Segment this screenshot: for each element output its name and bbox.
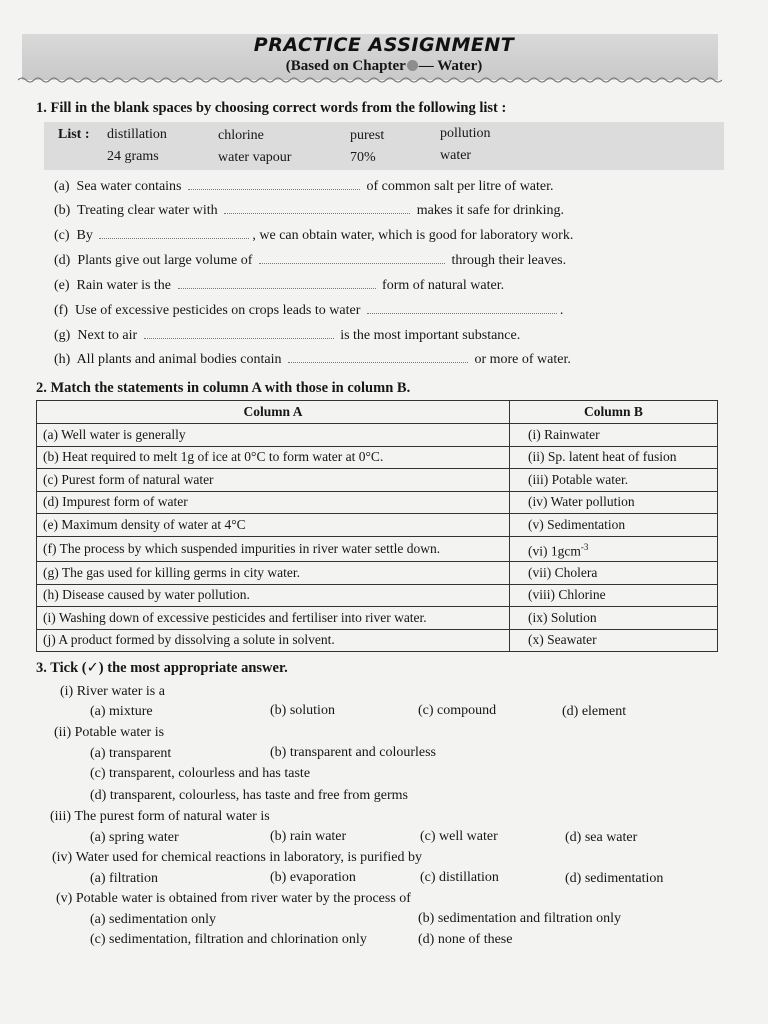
fill-blank-item: (h) All plants and animal bodies contain or more of water. [54,352,571,367]
column-b-cell: (x) Seawater [510,629,718,652]
mcq-option[interactable]: (d) sedimentation [565,871,664,886]
column-a-header: Column A [37,401,510,424]
word-list-item: 24 grams [107,149,159,164]
mcq-option[interactable]: (a) spring water [90,830,179,845]
mcq-option[interactable]: (a) transparent [90,746,172,761]
mcq-option[interactable]: (b) sedimentation and filtration only [418,911,621,926]
column-b-cell: (vii) Cholera [510,562,718,585]
column-b-cell: (ix) Solution [510,607,718,630]
column-b-cell: (i) Rainwater [510,424,718,447]
fill-blank-item: (d) Plants give out large volume of through their leaves. [54,253,567,268]
fill-blank-item: (a) Sea water contains of common salt per litre of water. [54,179,554,194]
column-a-cell: (h) Disease caused by water pollution. [37,584,510,607]
fill-blank-item: (b) Treating clear water with makes it safe for drinking. [54,203,565,218]
column-b-cell: (v) Sedimentation [510,514,718,537]
tick-icon: ✓ [86,660,99,676]
table-row [37,562,718,585]
mcq-option[interactable]: (a) mixture [90,704,153,719]
word-list-item: purest [350,128,385,143]
subtitle-suffix: — Water) [418,58,483,74]
column-b-cell: (viii) Chlorine [510,584,718,607]
word-list-item: chlorine [218,128,264,143]
column-a-cell: (e) Maximum density of water at 4°C [37,514,510,537]
q3-heading: 3. Tick (✓) the most appropriate answer. [36,660,288,676]
mcq-question: (i) River water is a [60,684,165,699]
column-a-cell: (d) Impurest form of water [37,491,510,514]
mcq-option[interactable]: (b) rain water [270,829,347,844]
blank-line[interactable] [188,188,360,190]
table-row [37,584,718,607]
word-list-item: distillation [107,127,167,142]
table-row [37,629,718,652]
word-list-label: List : [58,127,90,142]
fill-blank-item: (e) Rain water is the form of natural water. [54,278,505,293]
table-row [37,536,718,562]
mcq-option[interactable]: (b) transparent and colourless [270,745,436,760]
column-b-header: Column B [510,401,718,424]
table-row [37,469,718,492]
word-list-item: water vapour [218,150,292,165]
match-table [36,400,718,652]
mcq-option[interactable]: (a) sedimentation only [90,912,216,927]
mcq-option[interactable]: (d) sea water [565,830,638,845]
mcq-option[interactable]: (c) distillation [420,870,499,885]
column-a-cell: (j) A product formed by dissolving a solute in solvent. [37,629,510,652]
column-b-cell: (iv) Water pollution [510,491,718,514]
column-a-cell: (a) Well water is generally [37,424,510,447]
mcq-option[interactable]: (b) evaporation [270,870,356,885]
table-row [37,424,718,447]
blank-line[interactable] [224,212,410,214]
unit-superscript: -3 [580,541,589,552]
fill-blank-item: (f) Use of excessive pesticides on crops leads to water . [54,303,564,318]
subtitle-prefix: (Based on Chapter [285,58,406,74]
blank-line[interactable] [367,312,557,314]
table-row [37,607,718,630]
mcq-option[interactable]: (c) compound [418,703,497,718]
blank-line[interactable] [144,337,334,339]
table-row [37,446,718,469]
mcq-option[interactable]: (d) transparent, colourless, has taste and free from germs [90,788,408,803]
mcq-question: (ii) Potable water is [54,725,165,740]
mcq-option[interactable]: (d) none of these [418,932,513,947]
table-row [37,514,718,537]
column-a-cell: (i) Washing down of excessive pesticides and fertiliser into river water. [37,607,510,630]
mcq-option[interactable]: (a) filtration [90,871,159,886]
column-a-cell: (b) Heat required to melt 1g of ice at 0°C to form water at 0°C. [37,446,510,469]
page-title: PRACTICE ASSIGNMENT [253,34,515,56]
table-row [37,491,718,514]
blank-line[interactable] [259,262,445,264]
word-list-item: pollution [440,126,491,141]
fill-blank-item: (g) Next to air is the most important substance. [54,328,521,343]
mcq-option[interactable]: (c) sedimentation, filtration and chlorination only [90,932,367,947]
fill-blank-item: (c) By , we can obtain water, which is good for laboratory work. [54,228,574,243]
blank-line[interactable] [178,287,376,289]
word-list-item: water [440,148,472,163]
word-list-item: 70% [350,150,376,165]
column-a-cell: (g) The gas used for killing germs in city water. [37,562,510,585]
column-b-cell: (iii) Potable water. [510,469,718,492]
column-a-cell: (f) The process by which suspended impurities in river water settle down. [37,536,510,562]
chapter-number-dot [407,60,418,71]
blank-line[interactable] [99,237,249,239]
mcq-option[interactable]: (d) element [562,704,627,719]
mcq-question: (iii) The purest form of natural water is [50,809,270,824]
column-b-cell: (vi) 1gcm$^{-3}$ [510,536,718,562]
mcq-question: (iv) Water used for chemical reactions in laboratory, is purified by [52,850,422,865]
blank-line[interactable] [288,361,468,363]
mcq-option[interactable]: (c) transparent, colourless and has taste [90,766,311,781]
q1-heading: 1. Fill in the blank spaces by choosing correct words from the following list : [36,100,507,116]
banner-wavy-border [18,74,722,86]
page-subtitle [0,58,768,75]
mcq-option[interactable]: (b) solution [270,703,335,718]
mcq-question: (v) Potable water is obtained from river water by the process of [56,891,411,906]
mcq-option[interactable]: (c) well water [420,829,498,844]
column-b-cell: (ii) Sp. latent heat of fusion [510,446,718,469]
q2-heading: 2. Match the statements in column A with those in column B. [36,380,411,396]
column-a-cell: (c) Purest form of natural water [37,469,510,492]
